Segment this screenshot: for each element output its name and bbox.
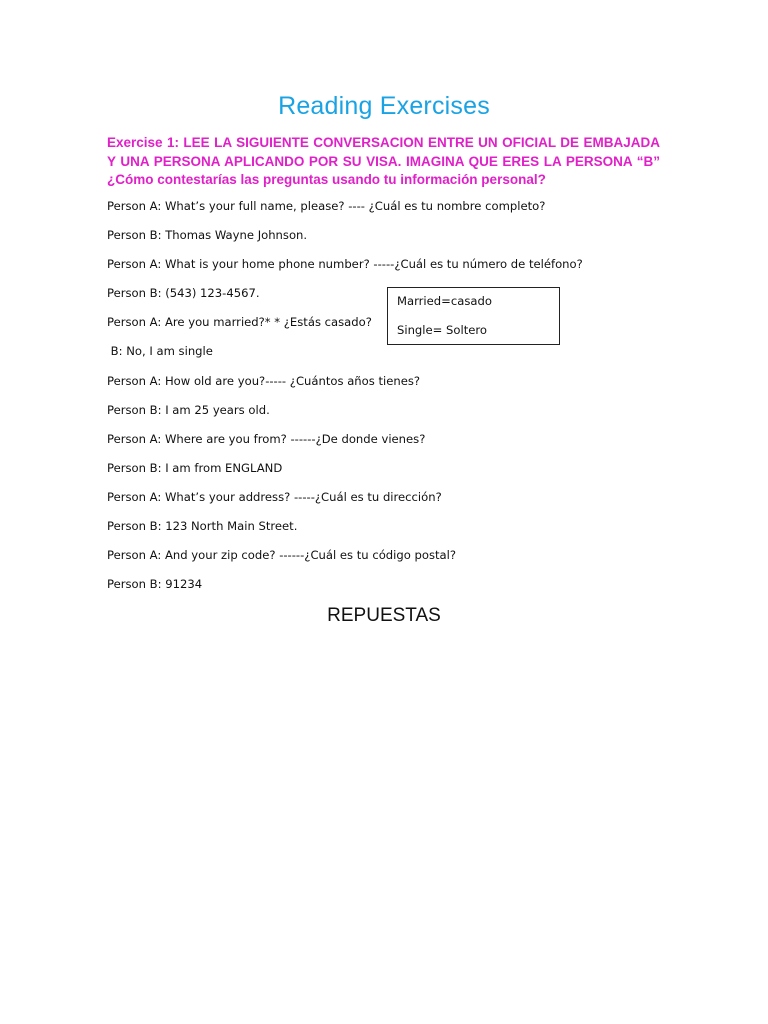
exercise-instructions: Exercise 1: LEE LA SIGUIENTE CONVERSACION ENTRE UN OFICIAL DE EMBAJADA Y UNA PERSONA APLICANDO POR SU VISA. IMAGINA QUE ERES LA PERSONA “B” ¿Cómo contestarías las preguntas usando tu información personal? [107, 135, 660, 187]
dialogue-line: Person B: I am from ENGLAND [107, 460, 283, 475]
dialogue-line: Person B: I am 25 years old. [107, 402, 270, 417]
vocabulary-box [387, 287, 560, 345]
dialogue-line: Person B: (543) 123-4567. [107, 286, 260, 301]
dialogue-line: Person A: Where are you from? ------¿De donde vienes? [107, 431, 426, 446]
vocab-married: Married=casado [397, 294, 492, 308]
dialogue-line: Person B: Thomas Wayne Johnson. [107, 228, 308, 243]
dialogue-line: Person A: Are you married?* * ¿Estás casado? [107, 315, 372, 330]
vocab-single: Single= Soltero [397, 323, 487, 337]
dialogue-line: Person A: What’s your full name, please? ---- ¿Cuál es tu nombre completo? [107, 199, 546, 213]
dialogue-line: Person A: And your zip code? ------¿Cuál es tu código postal? [107, 548, 457, 563]
answers-heading: REPUESTAS [327, 605, 441, 626]
dialogue-line: B: No, I am single [107, 344, 213, 359]
page-title: Reading Exercises [278, 92, 490, 120]
dialogue-line: Person A: What is your home phone number? -----¿Cuál es tu número de teléfono? [107, 257, 583, 272]
conversation-list [107, 198, 583, 605]
dialogue-line: Person B: 123 North Main Street. [107, 519, 298, 534]
dialogue-line: Person A: How old are you?----- ¿Cuántos años tienes? [107, 373, 421, 388]
dialogue-line: Person B: 91234 [107, 577, 203, 592]
dialogue-line: Person A: What’s your address? -----¿Cuál es tu dirección? [107, 489, 442, 504]
